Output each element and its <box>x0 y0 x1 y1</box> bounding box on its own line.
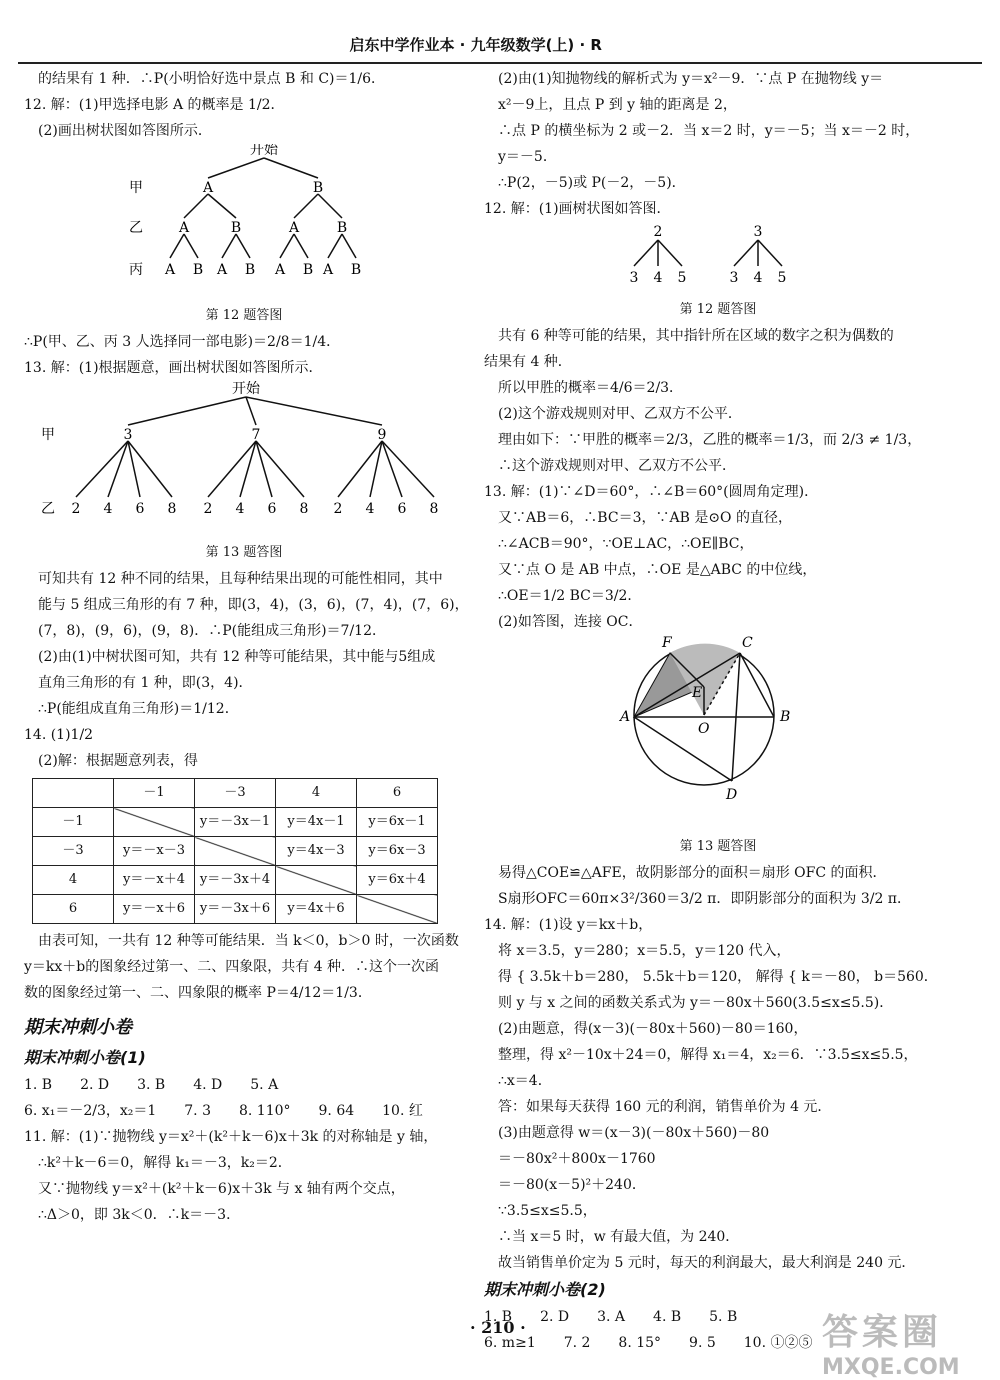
subsection-heading: 期末冲刺小卷(2) <box>484 1280 606 1299</box>
text-line: (2)这个游戏规则对甲、乙双方不公平． <box>498 406 742 422</box>
tree-node: 6 <box>267 501 277 517</box>
table-cell: y＝6x－1 <box>357 808 438 837</box>
tree-node: 4 <box>753 270 763 286</box>
text-line: (2)如答图，连接 OC． <box>498 614 643 630</box>
table-cell: y＝4x＋6 <box>276 895 357 924</box>
circle-figure-13 <box>484 635 952 825</box>
text-line: ∴当 x＝5 时，w 有最大值，为 240． <box>498 1229 740 1245</box>
tree-node: 6 <box>397 501 407 517</box>
text-line: ∴k²＋k－6＝0，解得 k₁＝－3，k₂＝2． <box>38 1155 292 1171</box>
tree-row-label: 甲 <box>129 180 143 196</box>
table-cell: y＝－x＋6 <box>114 895 195 924</box>
point-label: O <box>698 721 710 737</box>
text-line: (2)由题意，得(x－3)(－80x＋560)－80＝160， <box>498 1021 808 1037</box>
text-line: 理由如下：∵甲胜的概率＝2/3，乙胜的概率＝1/3，而 2/3 ≠ 1/3， <box>498 432 922 448</box>
tree-diagram-r12 <box>484 222 952 288</box>
text-line: 所以甲胜的概率＝4/6＝2/3． <box>498 380 684 396</box>
text-line: 又∵抛物线 y＝x²＋(k²＋k－6)x＋3k 与 x 轴有两个交点， <box>38 1181 405 1197</box>
text-line: ∴Δ＞0，即 3k＜0．∴k＝－3． <box>38 1207 241 1223</box>
text-line: 结果有 4 种． <box>484 354 572 370</box>
text-line: (2)画出树状图如答图所示． <box>38 123 212 139</box>
tree-node: B <box>244 262 256 278</box>
table-row <box>33 808 438 837</box>
point-label: A <box>620 709 631 725</box>
table-cell: 6 <box>33 895 114 924</box>
tree-node: A <box>322 262 334 278</box>
table-cell: 4 <box>276 779 357 808</box>
tree-node: B <box>192 262 204 278</box>
table-cell: y＝6x－3 <box>357 837 438 866</box>
tree-node: 4 <box>365 501 375 517</box>
tree-node: A <box>274 262 286 278</box>
tree-root: 开始 <box>232 381 260 397</box>
tree-node: A <box>178 220 190 236</box>
tree-node: 4 <box>103 501 113 517</box>
tree-node: 4 <box>653 270 663 286</box>
text-line: ∴这个游戏规则对甲、乙双方不公平． <box>498 458 736 474</box>
table-cell: －1 <box>114 779 195 808</box>
tree-row-label: 乙 <box>41 501 55 517</box>
tree-node: 2 <box>71 501 81 517</box>
text-line: 能与 5 组成三角形的有 7 种，即(3，4)，(3，6)，(7，4)，(7，6)， <box>38 597 469 613</box>
text-line: 整理，得 x²－10x＋24＝0，解得 x₁＝4，x₂＝6．∵3.5≤x≤5.5， <box>498 1047 918 1063</box>
tree-node: 8 <box>429 501 439 517</box>
text-line: 又∵AB＝6，∴BC＝3，∵AB 是⊙O 的直径， <box>498 510 792 526</box>
table-cell: y＝4x－1 <box>276 808 357 837</box>
tree-node: B <box>350 262 362 278</box>
tree-row-label: 丙 <box>129 262 143 278</box>
page-header <box>18 28 982 64</box>
table-cell: －3 <box>33 837 114 866</box>
tree-node: B <box>230 220 242 236</box>
table-cell: y＝4x－3 <box>276 837 357 866</box>
table-row <box>33 866 438 895</box>
figure-caption: 第 13 题答图 <box>679 839 757 854</box>
answer-line: 6. x₁＝－2/3，x₂＝1 7. 3 8. 110° 9. 64 10. 红 <box>24 1103 423 1119</box>
left-column <box>24 66 469 1228</box>
point-label: F <box>662 635 672 651</box>
text-line: (2)由(1)中树状图可知，共有 12 种等可能结果，其中能与5组成 <box>38 649 436 665</box>
table-cell: －3 <box>195 779 276 808</box>
text-line: 13. 解：(1)∵∠D＝60°，∴∠B＝60°(圆周角定理)． <box>484 484 819 500</box>
tree-node: 7 <box>251 427 261 443</box>
text-line: y＝－5． <box>498 149 557 165</box>
text-line: ∴点 P 的横坐标为 2 或－2．当 x＝2 时，y＝－5；当 x＝－2 时， <box>498 123 920 139</box>
table-cell: y＝6x＋4 <box>357 866 438 895</box>
point-label: D <box>726 787 738 803</box>
tree-node: 5 <box>677 270 687 286</box>
tree-node: 2 <box>653 224 663 240</box>
text-line: 共有 6 种等可能的结果，其中指针所在区域的数字之积为偶数的 <box>498 328 894 344</box>
right-column <box>484 66 952 1356</box>
tree-root: 开始 <box>250 144 278 158</box>
text-line: 又∵点 O 是 AB 中点，∴OE 是△ABC 的中位线， <box>498 562 817 578</box>
table-cell: y＝－3x＋6 <box>195 895 276 924</box>
text-line: 14. 解：(1)设 y＝kx＋b， <box>484 917 653 933</box>
text-line: 由表可知，一共有 12 种等可能结果．当 k＜0，b＞0 时，一次函数 <box>38 933 459 949</box>
tree-node: 8 <box>299 501 309 517</box>
watermark-text: 答案圈 <box>822 1312 943 1353</box>
tree-node: 3 <box>753 224 763 240</box>
text-line: 12. 解：(1)画树状图如答图． <box>484 201 671 217</box>
tree-node: 6 <box>135 501 145 517</box>
text-line: x²－9上，且点 P 到 y 轴的距离是 2， <box>498 97 737 113</box>
text-line: ＝－80(x－5)²＋240． <box>498 1177 646 1193</box>
text-line: 得 { 3.5k＋b＝280， 5.5k＋b＝120， 解得 { k＝－80， b＝560． <box>498 969 938 985</box>
tree-node: A <box>202 180 214 196</box>
text-line: y＝kx＋b的图象经过第一、二、四象限，共有 4 种．∴这个一次函 <box>24 959 440 975</box>
section-heading: 期末冲刺小卷 <box>24 1017 132 1038</box>
text-line: ∴P(甲、乙、丙 3 人选择同一部电影)＝2/8＝1/4． <box>24 334 341 350</box>
text-line: ∴OE＝1/2 BC＝3/2． <box>498 588 642 604</box>
table-row <box>33 837 438 866</box>
text-line: 直角三角形的有 1 种，即(3，4)． <box>38 675 253 691</box>
table-header-row <box>33 779 438 808</box>
tree-node: 4 <box>235 501 245 517</box>
answer-line: 1. B 2. D 3. A 4. B 5. B <box>484 1309 738 1325</box>
figure-caption: 第 12 题答图 <box>679 302 757 317</box>
watermark-logo <box>822 1304 982 1380</box>
tree-node: A <box>164 262 176 278</box>
table-cell <box>195 837 276 866</box>
tree-node: 2 <box>203 501 213 517</box>
tree-row-label: 乙 <box>129 220 143 236</box>
text-line: 12. 解：(1)甲选择电影 A 的概率是 1/2． <box>24 97 285 113</box>
answer-line: 6. m≥1 7. 2 8. 15° 9. 5 10. ①②⑤ <box>484 1335 813 1351</box>
text-line: 答：如果每天获得 160 元的利润，销售单价为 4 元． <box>498 1099 832 1115</box>
text-line: S扇形OFC＝60π×3²/360＝3/2 π．即阴影部分的面积为 3/2 π． <box>498 891 912 907</box>
table-cell: y＝－x－3 <box>114 837 195 866</box>
table-cell <box>114 808 195 837</box>
table-cell: y＝－3x－1 <box>195 808 276 837</box>
text-line: 11. 解：(1)∵抛物线 y＝x²＋(k²＋k－6)x＋3k 的对称轴是 y 轴， <box>24 1129 438 1145</box>
text-line: (7，8)，(9，6)，(9，8)．∴P(能组成三角形)＝7/12． <box>38 623 386 639</box>
table-cell: 6 <box>357 779 438 808</box>
page-number: · 210 · <box>470 1318 526 1337</box>
text-line: (2)由(1)知抛物线的解析式为 y＝x²－9．∵点 P 在抛物线 y＝ <box>498 71 884 87</box>
subsection-heading: 期末冲刺小卷(1) <box>24 1048 146 1067</box>
point-label: E <box>692 685 703 701</box>
text-line: 则 y 与 x 之间的函数关系式为 y＝－80x＋560(3.5≤x≤5.5)． <box>498 995 894 1011</box>
tree-node: 5 <box>777 270 787 286</box>
text-line: 13. 解：(1)根据题意，画出树状图如答图所示． <box>24 360 323 376</box>
tree-node: A <box>288 220 300 236</box>
text-line: ∴P(2，－5)或 P(－2，－5)． <box>498 175 686 191</box>
text-line: 可知共有 12 种不同的结果，且每种结果出现的可能性相同，其中 <box>38 571 443 587</box>
tree-diagram-12 <box>24 144 464 294</box>
tree-node: A <box>216 262 228 278</box>
table-row <box>33 895 438 924</box>
tree-diagram-13 <box>24 381 464 531</box>
tree-node: 2 <box>333 501 343 517</box>
text-line: 故当销售单价定为 5 元时，每天的利润最大，最大利润是 240 元． <box>498 1255 916 1271</box>
point-label: C <box>742 635 753 651</box>
text-line: (2)解：根据题意列表，得 <box>38 753 198 769</box>
tree-node: 8 <box>167 501 177 517</box>
table-cell <box>357 895 438 924</box>
tree-node: 3 <box>629 270 639 286</box>
table-cell: y＝－3x＋4 <box>195 866 276 895</box>
text-line: 14. (1)1/2 <box>24 727 94 743</box>
tree-node: B <box>302 262 314 278</box>
tree-node: 9 <box>377 427 387 443</box>
watermark-url: MXQE.COM <box>822 1355 960 1380</box>
table-cell <box>276 866 357 895</box>
text-line: ＝－80x²＋800x－1760 <box>498 1151 656 1167</box>
text-line: (3)由题意得 w＝(x－3)(－80x＋560)－80 <box>498 1125 770 1141</box>
table-cell <box>33 779 114 808</box>
text-line: 数的图象经过第一、二、四象限的概率 P＝4/12＝1/3． <box>24 985 372 1001</box>
table-cell: y＝－x＋4 <box>114 866 195 895</box>
tree-node: 3 <box>729 270 739 286</box>
text-line: ∴x＝4． <box>498 1073 552 1089</box>
header-title: 启东中学作业本 · 九年级数学(上) · R <box>349 36 602 54</box>
function-table <box>32 778 438 924</box>
text-line: 的结果有 1 种．∴P(小明恰好选中景点 B 和 C)＝1/6． <box>38 71 386 87</box>
figure-caption: 第 13 题答图 <box>205 545 283 560</box>
point-label: B <box>780 709 791 725</box>
tree-node: B <box>336 220 348 236</box>
figure-caption: 第 12 题答图 <box>205 308 283 323</box>
text-line: ∵3.5≤x≤5.5， <box>498 1203 597 1219</box>
text-line: 易得△COE≌△AFE，故阴影部分的面积＝扇形 OFC 的面积． <box>498 865 887 881</box>
text-line: ∴∠ACB＝90°，∵OE⊥AC，∴OE∥BC， <box>498 536 754 552</box>
tree-node: 3 <box>123 427 133 443</box>
table-cell: 4 <box>33 866 114 895</box>
table-cell: －1 <box>33 808 114 837</box>
tree-node: B <box>312 180 324 196</box>
text-line: ∴P(能组成直角三角形)＝1/12． <box>38 701 239 717</box>
tree-row-label: 甲 <box>41 427 55 443</box>
text-line: 将 x＝3.5，y＝280；x＝5.5，y＝120 代入， <box>498 943 791 959</box>
answer-line: 1. B 2. D 3. B 4. D 5. A <box>24 1077 279 1093</box>
